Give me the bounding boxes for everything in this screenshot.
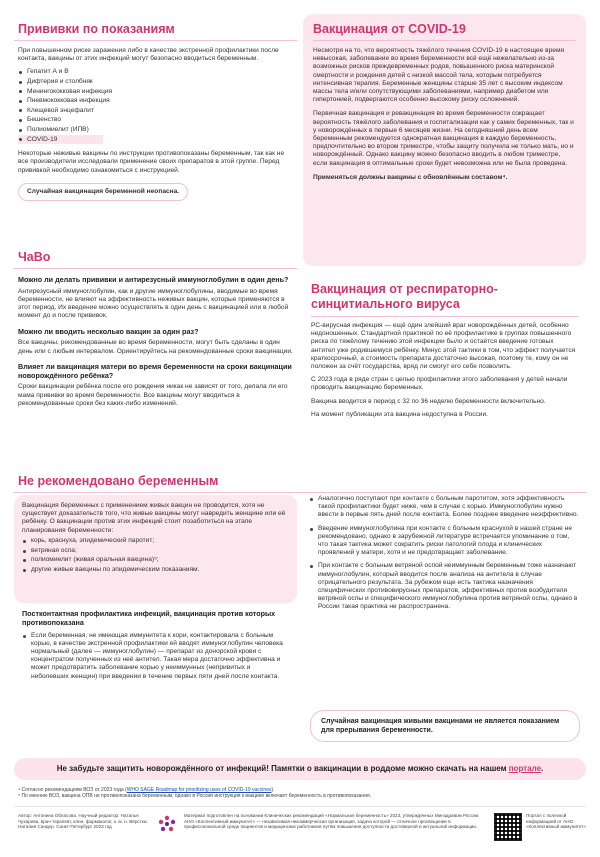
- footer-authors: Автор: Антонина Обласова. Научный редактор: Наталья Чухарева, врач-терапевт, клин. фармаколог, к. м. н. Вёрстка: Наталия Сандер. Санкт-Петербург 2023 год: [18, 813, 148, 830]
- rsv-paragraph: Вакцина вводится в период с 32 по 36 неделю беременности включительно.: [311, 397, 546, 405]
- list-item-covid: COVID-19: [18, 135, 103, 145]
- indications-intro: При повышенном риске заражения либо в качестве экстренной профилактики после контакта, вакцины от этих инфекций могут безопасно вводиться беременным.: [18, 47, 279, 63]
- footnote-5: ⁵ По мнению ВОЗ, вакцина ОПВ не противопоказана беременным, однако в России инструкция к вакцине включает беременность в противопоказания.: [18, 793, 372, 800]
- indications-section: [14, 14, 297, 246]
- footer: [14, 806, 586, 854]
- faq-answer: Антирезусный иммуноглобулин, как и другие иммуноглобулины, вводимые во время беременности, не влияют на эффективность неживых вакцин, которые применяются в этот период. Их введение можно осуществлять в один день с вакцинацией или в любой момент до и после прививок.: [18, 287, 289, 320]
- faq-question: Можно ли вводить несколько вакцин за один раз?: [18, 326, 199, 336]
- who-sage-link[interactable]: WHO SAGE Roadmap for prioritizing uses of COVID-19 vaccines: [126, 787, 272, 793]
- covid-paragraph: Несмотря на то, что вероятность тяжёлого течения COVID-19 в настоящее время невысокая, заболевание во время беременности всё ещё нежелательно из-за возможных рисков преждевременных родов, повышенного риска материнской смертности и рождения детей с низкой массой тела, которым потребуется интенсивная терапия. Беременные женщины старше 35 лет с высоким индексом массы тела и/или сопутствующими заболеваниями, например диабетом или гипертонией, подвергаются особенно высокому риску осложнений.: [313, 47, 565, 104]
- portal-link[interactable]: портале: [508, 764, 542, 773]
- faq-section: [14, 246, 297, 484]
- banner-text: Не забудьте защитить новорождённого от инфекций! Памятки о вакцинации в роддоме можно скачать на нашем: [56, 764, 509, 773]
- list-item: Клещевой энцефалит: [18, 106, 293, 116]
- list-item: Гепатит А и В: [18, 67, 293, 77]
- faq-answer: Сроки вакцинации ребёнка после его рождения никак не зависят от того, делала ли его мама прививки во время беременности. Все вакцины могут вводиться в рекомендованные сроки без каких-либо изменений.: [18, 383, 288, 407]
- portal-banner: [14, 758, 586, 780]
- footnote-text: ).: [271, 787, 275, 793]
- not-recommended-title: Не рекомендовано беременным: [14, 470, 586, 493]
- collective-immunity-logo-icon: [156, 813, 178, 835]
- list-item: Аналогично поступают при контакте с больным паротитом, хотя эффективность такой профилактики будет ниже, чем в случае с корью. Иммуноглобулин нужно ввести в первые пять дней после контакта. Более позднее введение неэффективно.: [309, 495, 580, 520]
- footnotes: [18, 787, 578, 800]
- rsv-paragraph: РС-вирусная инфекция — ещё один злейший враг новорождённых детей, особенно недоношенных. Стандартной практикой по её профилактике в группах повышенного риска по тяжёлому течению этой инфекции было и остаётся введение готовых антител уже родившемуся ребёнку. Минус этой тактики в том, что эффект получается краткосрочный, а стоимость препарата достаточно высокая, поэтому те, кому он не положен за счёт государства, вряд ли смогут его себе позволить.: [311, 322, 576, 371]
- footnote-text: ⁴ Согласно рекомендациям ВОЗ от 2023 года (: [18, 787, 127, 793]
- list-item: Бешенство: [18, 115, 293, 125]
- list-item: При контакте с больным ветряной оспой неиммунным беременным тоже назначают иммуноглобулин, который вводится после анализа на антитела в случае отрицательного результата. За рубежом еще есть тактика назначения специфических противовирусных препаратов, эффективных против возбудителя ветряной оспы и специфического иммуноглобулина против ветряной оспы, однако в России такая практика не распространена.: [309, 562, 580, 611]
- live-vaccine-accident-pill: Случайная вакцинация живыми вакцинами не является показанием для прерывания беременности.: [310, 710, 580, 742]
- faq-question: Можно ли делать прививки и антирезусный иммуноглобулин в один день?: [18, 275, 289, 284]
- list-item: другие живые вакцины по эпидемическим показаниям.: [22, 566, 289, 574]
- rsv-paragraph: На момент публикации эта вакцина недоступна в России.: [311, 410, 489, 418]
- rsv-title: Вакцинация от респираторно-синцитиального вируса: [311, 276, 578, 317]
- live-vaccines-box: [14, 495, 297, 603]
- post-exposure-title: Постконтактная профилактика инфекций, вакцинация против которых противопоказана: [22, 609, 276, 627]
- banner-end: .: [541, 764, 544, 773]
- list-item: корь, краснуха, эпидемический паротит;: [22, 537, 289, 545]
- rsv-section: [303, 276, 586, 484]
- list-item: полиомиелит (живая оральная вакцина)⁵;: [22, 556, 289, 564]
- faq-answer: Все вакцины, рекомендованные во время беременности, могут быть сделаны в один день или с любым интервалом. Ориентируйтесь на рекомендованные сроки вакцинации.: [18, 339, 293, 355]
- faq-title: ЧаВо: [14, 246, 297, 269]
- list-item: Дифтерия и столбняк: [18, 77, 293, 87]
- covid-section: [303, 14, 586, 266]
- indications-note: Некоторые неживые вакцины по инструкции противопоказаны беременным, так как не все производители исследовали применение своих препаратов в этой группе. Перед прививкой необходимо ознакомиться с инструкцией.: [18, 150, 285, 174]
- live-vaccines-intro: Вакцинация беременных с применением живых вакцин не проводится, хотя не существует доказательств того, что живые вакцины могут навредить женщине или её ребёнку. О вакцинации против этих инфекций стоит позаботиться на этапе планирования беременности:: [22, 502, 286, 534]
- rsv-paragraph: С 2023 года в ряде стран с целью профилактики этого заболевания у детей начали проводить вакцинацию беременных.: [311, 376, 568, 392]
- list-item: Если беременная, не имеющая иммунитета к кори, контактировала с больным корью, в качестве экстренной профилактики ей вводят иммуноглобулин человека нормальный (далее — иммуноглобулин) — препарат из донорской крови с концентратом полученных из неё антител. Такая мера достаточно эффективна и может предотвратить заболевание корью у неиммунных (непривитых и неболевших женщин) при введении в течение первых пяти дней после контакта.: [22, 632, 289, 681]
- post-exposure-list: [303, 495, 586, 710]
- faq-question: Влияет ли вакцинация матери во время беременности на сроки вакцинации новорождённого ребёнка?: [18, 361, 292, 380]
- qr-caption: Портал с полезной информацией от АНО «Коллективный иммунитет»: [526, 813, 586, 830]
- list-item: Пневмококковая инфекция: [18, 96, 293, 106]
- accidental-vaccination-pill: Случайная вакцинация беременной неопасна.: [18, 183, 188, 201]
- list-item: Полиомиелит (ИПВ): [18, 125, 293, 135]
- list-item: Введение иммуноглобулина при контакте с больным краснухой в нашей стране не рекомендовано, однако в зарубежной литературе встречается упоминание о том, что такая тактика может сократить риски патологий плода и клинических проявлений у матери, хотя и не предотвращает заболевание.: [309, 525, 580, 558]
- covid-title: Вакцинация от COVID-19: [313, 22, 576, 41]
- qr-code-icon[interactable]: [494, 813, 522, 841]
- covid-updated-vaccines: Применяться должны вакцины с обновлённым составом⁴.: [313, 173, 508, 181]
- indications-list: [18, 67, 293, 144]
- list-item: ветряная оспа;: [22, 547, 289, 555]
- indications-title: Прививки по показаниям: [14, 14, 297, 41]
- list-item: Менингококковая инфекция: [18, 87, 293, 97]
- footer-org: Материал подготовлен на основании Клинических рекомендаций «Нормальная беременность» 2023, утверждённых Минздравом России. АНО «Коллективный иммунитет» — независимая некоммерческая организация, задача которой — отличное просвещение в профессиональной среде пациентов и медицинских работников путём повышения доступности достоверной и актуальной информации.: [184, 813, 480, 830]
- post-exposure-section: [14, 610, 297, 745]
- covid-paragraph: Первичная вакцинация и ревакцинация во время беременности сокращает вероятность тяжёлого заболевания и госпитализации как у самих беременных, так и у новорождённых в первые 6 месяцев жизни. На сегодняшний день всем беременным рекомендуется однократная вакцинация в каждую беременность, предпочтительно во втором триместре, чтобы защиту получила не только мать, но и новорождённый. Однако вакцину можно безопасно вводить в любом триместре, если вакцинация в оптимальные сроки будет невозможна или не была проведена.: [313, 110, 574, 167]
